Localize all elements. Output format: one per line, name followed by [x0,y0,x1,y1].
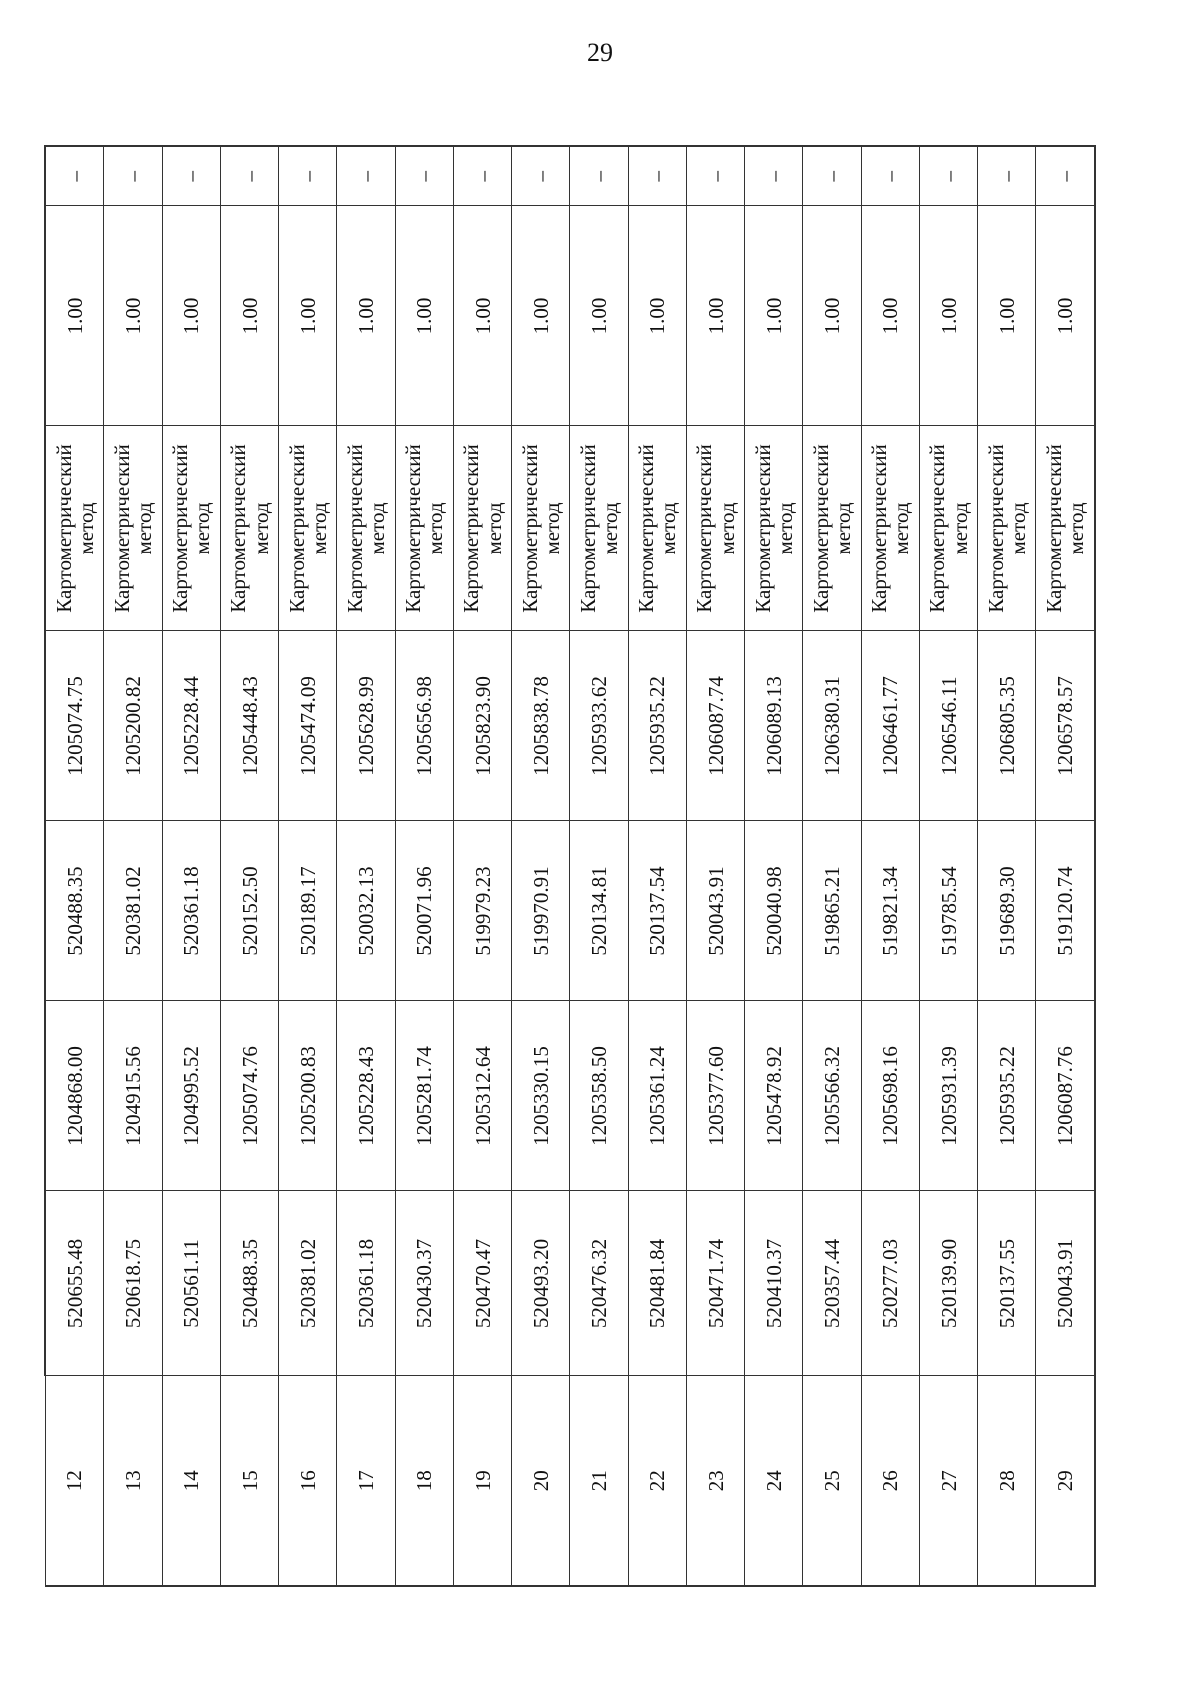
cell-x-coordinate-2: 520152.50 [220,821,278,1001]
cell-method [337,426,395,631]
cell-point-number: 26 [861,1376,919,1586]
method-line1: Картометрический [51,444,76,613]
cell-point-number: 27 [919,1376,977,1586]
table-row [978,146,1036,1586]
cell-accuracy: 1.00 [279,206,337,426]
cell-x-coordinate-2: 519689.30 [978,821,1036,1001]
cell-accuracy: 1.00 [453,206,511,426]
cell-y-coordinate: 1205200.83 [279,1001,337,1191]
cell-y-coordinate-2: 1206087.74 [686,631,744,821]
method-line2: метод [481,502,506,555]
page-number: 29 [587,38,613,67]
method-line1: Картометрический [459,444,484,613]
cell-point-number: 24 [745,1376,803,1586]
cell-y-coordinate: 1205330.15 [512,1001,570,1191]
cell-point-number: 22 [628,1376,686,1586]
cell-note: – [337,146,395,206]
cell-y-coordinate-2: 1206461.77 [861,631,919,821]
cell-y-coordinate-2: 1205200.82 [104,631,162,821]
cell-point-number: 21 [570,1376,628,1586]
table-row [337,146,395,1586]
table-row [686,146,744,1586]
table-row [861,146,919,1586]
cell-x-coordinate: 520381.02 [279,1191,337,1376]
cell-y-coordinate-2: 1205933.62 [570,631,628,821]
cell-y-coordinate-2: 1205448.43 [220,631,278,821]
cell-y-coordinate: 1205698.16 [861,1001,919,1191]
cell-x-coordinate-2: 519979.23 [453,821,511,1001]
cell-y-coordinate: 1205478.92 [745,1001,803,1191]
cell-point-number: 28 [978,1376,1036,1586]
cell-y-coordinate-2: 1205823.90 [453,631,511,821]
method-line2: метод [539,502,564,555]
cell-x-coordinate-2: 520381.02 [104,821,162,1001]
cell-x-coordinate-2: 519970.91 [512,821,570,1001]
cell-point-number: 16 [279,1376,337,1586]
cell-note: – [803,146,861,206]
cell-x-coordinate: 520043.91 [1036,1191,1095,1376]
method-line2: метод [365,502,390,555]
cell-x-coordinate-2: 520043.91 [686,821,744,1001]
method-line1: Картометрический [401,444,426,613]
cell-method [978,426,1036,631]
method-line2: метод [947,502,972,555]
cell-x-coordinate: 520361.18 [337,1191,395,1376]
table-row [628,146,686,1586]
cell-accuracy: 1.00 [686,206,744,426]
cell-x-coordinate-2: 519785.54 [919,821,977,1001]
cell-y-coordinate: 1205935.22 [978,1001,1036,1191]
cell-point-number: 29 [1036,1376,1095,1586]
cell-y-coordinate: 1205566.32 [803,1001,861,1191]
method-line1: Картометрический [808,444,833,613]
method-line1: Картометрический [109,444,134,613]
cell-point-number: 20 [512,1376,570,1586]
cell-note: – [104,146,162,206]
cell-point-number: 23 [686,1376,744,1586]
table-row [162,146,220,1586]
cell-method [570,426,628,631]
method-line2: метод [772,502,797,555]
method-line1: Картометрический [575,444,600,613]
method-line2: метод [423,502,448,555]
cell-x-coordinate-2: 520361.18 [162,821,220,1001]
table-row [220,146,278,1586]
cell-note: – [512,146,570,206]
table-row [279,146,337,1586]
table-row [745,146,803,1586]
cell-method [686,426,744,631]
cell-x-coordinate: 520481.84 [628,1191,686,1376]
method-line2: метод [1064,502,1089,555]
cell-accuracy: 1.00 [1036,206,1095,426]
cell-y-coordinate-2: 1205628.99 [337,631,395,821]
cell-method [395,426,453,631]
table-row [395,146,453,1586]
cell-y-coordinate-2: 1205656.98 [395,631,453,821]
cell-y-coordinate-2: 1206380.31 [803,631,861,821]
method-line2: метод [889,502,914,555]
cell-point-number: 18 [395,1376,453,1586]
cell-y-coordinate-2: 1206578.57 [1036,631,1095,821]
method-line1: Картометрический [634,444,659,613]
cell-y-coordinate: 1204868.00 [45,1001,104,1191]
cell-point-number: 14 [162,1376,220,1586]
method-line2: метод [598,502,623,555]
cell-method [162,426,220,631]
cell-x-coordinate-2: 519120.74 [1036,821,1095,1001]
cell-y-coordinate: 1205281.74 [395,1001,453,1191]
cell-y-coordinate: 1204995.52 [162,1001,220,1191]
cell-x-coordinate: 520470.47 [453,1191,511,1376]
cell-y-coordinate: 1204915.56 [104,1001,162,1191]
method-line2: метод [73,502,98,555]
cell-point-number: 12 [45,1376,104,1586]
table-row [104,146,162,1586]
cell-x-coordinate: 520476.32 [570,1191,628,1376]
cell-x-coordinate-2: 519821.34 [861,821,919,1001]
cell-note: – [453,146,511,206]
cell-note: – [45,146,104,206]
method-line1: Картометрический [867,444,892,613]
cell-y-coordinate: 1205931.39 [919,1001,977,1191]
method-line1: Картометрический [226,444,251,613]
cell-x-coordinate-2: 520032.13 [337,821,395,1001]
cell-point-number: 15 [220,1376,278,1586]
cell-x-coordinate: 520137.55 [978,1191,1036,1376]
coordinates-table [44,145,1096,1587]
cell-x-coordinate: 520430.37 [395,1191,453,1376]
table-row [1036,146,1095,1586]
cell-note: – [978,146,1036,206]
cell-y-coordinate-2: 1205074.75 [45,631,104,821]
cell-x-coordinate-2: 520071.96 [395,821,453,1001]
cell-y-coordinate: 1205361.24 [628,1001,686,1191]
cell-method [628,426,686,631]
cell-note: – [220,146,278,206]
cell-x-coordinate: 520471.74 [686,1191,744,1376]
cell-y-coordinate-2: 1206089.13 [745,631,803,821]
cell-method [45,426,104,631]
cell-note: – [162,146,220,206]
cell-note: – [745,146,803,206]
cell-y-coordinate: 1205377.60 [686,1001,744,1191]
cell-y-coordinate-2: 1206805.35 [978,631,1036,821]
table-row [803,146,861,1586]
cell-note: – [279,146,337,206]
cell-accuracy: 1.00 [162,206,220,426]
cell-note: – [686,146,744,206]
cell-accuracy: 1.00 [628,206,686,426]
cell-y-coordinate: 1205228.43 [337,1001,395,1191]
cell-method [220,426,278,631]
cell-x-coordinate: 520277.03 [861,1191,919,1376]
method-line1: Картометрический [342,444,367,613]
method-line2: метод [190,502,215,555]
cell-y-coordinate-2: 1205474.09 [279,631,337,821]
cell-y-coordinate-2: 1205838.78 [512,631,570,821]
cell-accuracy: 1.00 [803,206,861,426]
method-line2: метод [656,502,681,555]
cell-x-coordinate: 520493.20 [512,1191,570,1376]
method-line2: метод [831,502,856,555]
cell-y-coordinate: 1206087.76 [1036,1001,1095,1191]
method-line1: Картометрический [925,444,950,613]
cell-accuracy: 1.00 [104,206,162,426]
cell-method [803,426,861,631]
method-line1: Картометрический [517,444,542,613]
cell-accuracy: 1.00 [570,206,628,426]
cell-method [1036,426,1095,631]
cell-y-coordinate-2: 1205228.44 [162,631,220,821]
method-line2: метод [248,502,273,555]
cell-method [745,426,803,631]
cell-method [512,426,570,631]
cell-x-coordinate: 520488.35 [220,1191,278,1376]
cell-note: – [395,146,453,206]
cell-y-coordinate: 1205358.50 [570,1001,628,1191]
cell-note: – [1036,146,1095,206]
cell-method [104,426,162,631]
cell-accuracy: 1.00 [861,206,919,426]
cell-accuracy: 1.00 [978,206,1036,426]
method-line1: Картометрический [750,444,775,613]
method-line1: Картометрический [1042,444,1067,613]
cell-accuracy: 1.00 [395,206,453,426]
cell-x-coordinate: 520618.75 [104,1191,162,1376]
method-line1: Картометрический [168,444,193,613]
cell-y-coordinate: 1205074.76 [220,1001,278,1191]
cell-x-coordinate: 520561.11 [162,1191,220,1376]
cell-accuracy: 1.00 [512,206,570,426]
cell-point-number: 19 [453,1376,511,1586]
cell-x-coordinate: 520357.44 [803,1191,861,1376]
cell-note: – [628,146,686,206]
cell-x-coordinate-2: 520040.98 [745,821,803,1001]
cell-y-coordinate: 1205312.64 [453,1001,511,1191]
method-line2: метод [714,502,739,555]
cell-x-coordinate-2: 520488.35 [45,821,104,1001]
cell-accuracy: 1.00 [919,206,977,426]
cell-x-coordinate: 520410.37 [745,1191,803,1376]
cell-x-coordinate-2: 520137.54 [628,821,686,1001]
cell-accuracy: 1.00 [745,206,803,426]
cell-point-number: 13 [104,1376,162,1586]
cell-note: – [570,146,628,206]
method-line1: Картометрический [983,444,1008,613]
cell-method [453,426,511,631]
cell-point-number: 17 [337,1376,395,1586]
method-line2: метод [132,502,157,555]
cell-y-coordinate-2: 1206546.11 [919,631,977,821]
cell-accuracy: 1.00 [337,206,395,426]
cell-accuracy: 1.00 [220,206,278,426]
cell-note: – [919,146,977,206]
method-line2: метод [1005,502,1030,555]
table-row [570,146,628,1586]
method-line1: Картометрический [692,444,717,613]
table-row [453,146,511,1586]
rotated-table-container [44,147,1096,1587]
table-row [919,146,977,1586]
method-line2: метод [306,502,331,555]
cell-x-coordinate-2: 519865.21 [803,821,861,1001]
table-row [45,146,104,1586]
cell-method [919,426,977,631]
cell-method [861,426,919,631]
method-line1: Картометрический [284,444,309,613]
cell-point-number: 25 [803,1376,861,1586]
table-row [512,146,570,1586]
cell-accuracy: 1.00 [45,206,104,426]
cell-x-coordinate: 520655.48 [45,1191,104,1376]
cell-method [279,426,337,631]
cell-y-coordinate-2: 1205935.22 [628,631,686,821]
cell-x-coordinate-2: 520134.81 [570,821,628,1001]
cell-x-coordinate-2: 520189.17 [279,821,337,1001]
cell-x-coordinate: 520139.90 [919,1191,977,1376]
cell-note: – [861,146,919,206]
